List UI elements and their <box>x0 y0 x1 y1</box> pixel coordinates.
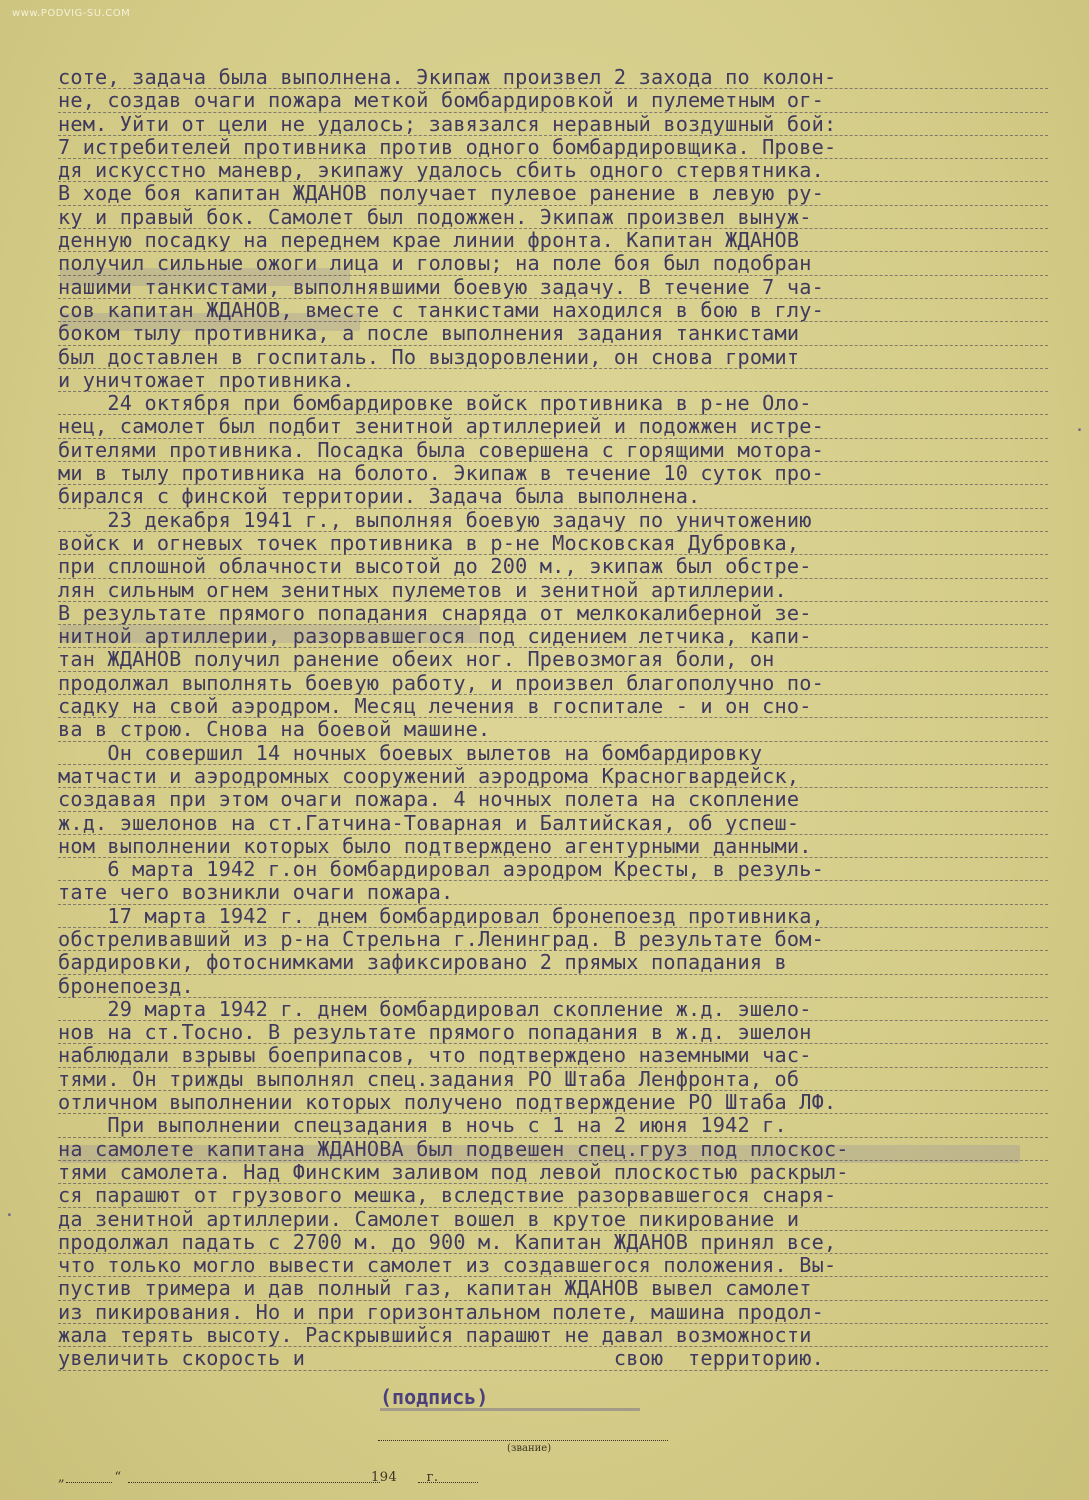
text-line: тями. Он трижды выполнял спец.задания РО Штаба Ленфронта, об <box>58 1068 1048 1091</box>
text-line: 29 марта 1942 г. днем бомбардировал скопление ж.д. эшело- <box>58 998 1048 1021</box>
text-line: ся парашют от грузового мешка, вследствие разорвавшегося снаря- <box>58 1184 1048 1207</box>
text-line: был доставлен в госпиталь. По выздоровлении, он снова громит <box>58 346 1048 369</box>
text-line: наблюдали взрывы боеприпасов, что подтверждено наземными час- <box>58 1044 1048 1067</box>
text-line: бронепоезд. <box>58 975 1048 998</box>
text-line: нашими танкистами, выполнявшими боевую задачу. В течение 7 ча- <box>58 276 1048 299</box>
text-line: боком тылу противника, а после выполнения задания танкистами <box>58 322 1048 345</box>
text-line: что только могло вывести самолет из создавшегося положения. Вы- <box>58 1254 1048 1277</box>
text-line: В ходе боя капитан ЖДАНОВ получает пулевое ранение в левую ру- <box>58 182 1048 205</box>
text-line: из пикирования. Но и при горизонтальном полете, машина продол- <box>58 1301 1048 1324</box>
text-line: да зенитной артиллерии. Самолет вошел в крутое пикирование и <box>58 1208 1048 1231</box>
date-open-quote: „ <box>58 1470 66 1485</box>
text-line: ном выполнении которых было подтверждено агентурными данными. <box>58 835 1048 858</box>
text-line: бирался с финской территории. Задача была выполнена. <box>58 485 1048 508</box>
text-line: увеличить скорость и свою территорию. <box>58 1347 1048 1370</box>
text-line: нец, самолет был подбит зенитной артиллерией и подожжен истре- <box>58 415 1048 438</box>
rank-caption: (звание) <box>507 1443 552 1454</box>
text-line: тан ЖДАНОВ получил ранение обеих ног. Превозмогая боли, он <box>58 648 1048 671</box>
text-line: тями самолета. Над Финским заливом под левой плоскостью раскрыл- <box>58 1161 1048 1184</box>
text-line: 24 октября при бомбардировке войск противника в р-не Оло- <box>58 392 1048 415</box>
text-line: бителями противника. Посадка была совершена с горящими мотора- <box>58 439 1048 462</box>
text-line: нем. Уйти от цели не удалось; завязался неравный воздушный бой: <box>58 113 1048 136</box>
text-line: продолжал падать с 2700 м. до 900 м. Капитан ЖДАНОВ принял все, <box>58 1231 1048 1254</box>
text-line: отличном выполнении которых получено подтверждение РО Штаба ЛФ. <box>58 1091 1048 1114</box>
text-line: и уничтожает противника. <box>58 369 1048 392</box>
text-line: ж.д. эшелонов на ст.Гатчина-Товарная и Балтийская, об успеш- <box>58 812 1048 835</box>
watermark: www.PODVIG-SU.COM <box>12 8 131 19</box>
text-line: 7 истребителей противника против одного бомбардировщика. Прове- <box>58 136 1048 159</box>
rank-line <box>378 1440 668 1441</box>
date-year-prefix: 194 <box>370 1470 398 1485</box>
margin-mark: · <box>4 1205 15 1226</box>
date-dots <box>66 1482 112 1483</box>
text-line: ва в строю. Снова на боевой машине. <box>58 718 1048 741</box>
document-body <box>58 66 1048 1371</box>
text-line: получил сильные ожоги лица и головы; на поле боя был подобран <box>58 252 1048 275</box>
signature-stamp: (подпись) <box>380 1385 489 1409</box>
text-line: бардировки, фотоснимками зафиксировано 2 прямых попадания в <box>58 951 1048 974</box>
text-line: ку и правый бок. Самолет был подожжен. Экипаж произвел вынуж- <box>58 206 1048 229</box>
text-line: соте, задача была выполнена. Экипаж произвел 2 захода по колон- <box>58 66 1048 89</box>
text-line: 23 декабря 1941 г., выполняя боевую задачу по уничтожению <box>58 509 1048 532</box>
text-line: не, создав очаги пожара меткой бомбардировкой и пулеметным ог- <box>58 89 1048 112</box>
text-line: нов на ст.Тосно. В результате прямого попадания в ж.д. эшелон <box>58 1021 1048 1044</box>
text-line: Он совершил 14 ночных боевых вылетов на бомбардировку <box>58 742 1048 765</box>
text-line: обстреливавший из р-на Стрельна г.Ленинград. В результате бом- <box>58 928 1048 951</box>
text-line: продолжал выполнять боевую работу, и произвел благополучно по- <box>58 672 1048 695</box>
text-line: при сплошной облачности высотой до 200 м., экипаж был обстре- <box>58 555 1048 578</box>
text-line: тате чего возникли очаги пожара. <box>58 881 1048 904</box>
date-year-suffix: г. <box>426 1470 439 1485</box>
text-line: В результате прямого попадания снаряда от мелкокалиберной зе- <box>58 602 1048 625</box>
text-line: При выполнении спецзадания в ночь с 1 на 2 июня 1942 г. <box>58 1114 1048 1137</box>
text-line: войск и огневых точек противника в р-не Московская Дубровка, <box>58 532 1048 555</box>
text-line: лян сильным огнем зенитных пулеметов и зенитной артиллерии. <box>58 579 1048 602</box>
text-line: ми в тылу противника на болото. Экипаж в течение 10 суток про- <box>58 462 1048 485</box>
text-line: пустив тримера и дав полный газ, капитан ЖДАНОВ вывел самолет <box>58 1277 1048 1300</box>
text-line: нитной артиллерии, разорвавшегося под сидением летчика, капи- <box>58 625 1048 648</box>
text-line: 17 марта 1942 г. днем бомбардировал бронепоезд противника, <box>58 905 1048 928</box>
date-dots <box>128 1482 380 1483</box>
text-line: денную посадку на переднем крае линии фронта. Капитан ЖДАНОВ <box>58 229 1048 252</box>
text-line: матчасти и аэродромных сооружений аэродрома Красногвардейск, <box>58 765 1048 788</box>
text-line: сов капитан ЖДАНОВ, вместе с танкистами находился в бою в глу- <box>58 299 1048 322</box>
date-dots <box>418 1482 478 1483</box>
text-line: на самолете капитана ЖДАНОВА был подвешен спец.груз под плоскос- <box>58 1138 1048 1161</box>
text-line: 6 марта 1942 г.он бомбардировал аэродром Кресты, в резуль- <box>58 858 1048 881</box>
text-line: дя искусстно маневр, экипажу удалось сбить одного стервятника. <box>58 159 1048 182</box>
date-close-quote: “ <box>114 1470 122 1485</box>
text-line: создавая при этом очаги пожара. 4 ночных полета на скопление <box>58 788 1048 811</box>
text-line: жала терять высоту. Раскрывшийся парашют не давал возможности <box>58 1324 1048 1347</box>
text-line: садку на свой аэродром. Месяц лечения в госпитале - и он сно- <box>58 695 1048 718</box>
margin-mark: · <box>1074 420 1085 441</box>
